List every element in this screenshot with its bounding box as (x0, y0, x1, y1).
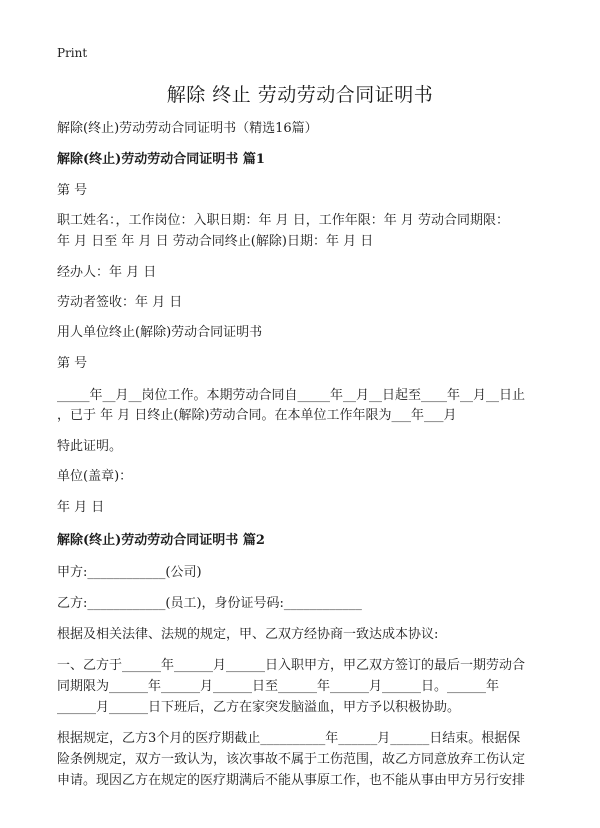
section2-clause1-line-3: ______月______日下班后，乙方在家突发脑溢血，甲方予以积极协助。 (57, 700, 461, 715)
section2-clause2-line-2: 险条例规定，双方一致认为，该次事故不属于工伤范围，故乙方同意放弃工伤认定 (57, 752, 526, 767)
section1-unit-seal-line: 单位(盖章)： (57, 469, 133, 484)
section2-clause2-line-1: 根据规定，乙方3个月的医疗期截止__________年______月______日结束。根据保 (57, 731, 521, 746)
section1-heading: 解除(终止)劳动劳动合同证明书 篇1 (57, 152, 265, 167)
section1-number-line: 第 号 (57, 183, 88, 198)
section2-party-a-line: 甲方:____________(公司) (57, 565, 202, 580)
section1-handler-line: 经办人：年 月 日 (57, 265, 157, 280)
section2-heading: 解除(终止)劳动劳动合同证明书 篇2 (57, 533, 265, 548)
section2-clause2-line-3: 申请。现因乙方在规定的医疗期满后不能从事原工作，也不能从事由甲方另行安排 (57, 773, 526, 788)
section1-worker-sign-line: 劳动者签收：年 月 日 (57, 295, 183, 310)
section1-employer-cert-line: 用人单位终止(解除)劳动合同证明书 (57, 325, 263, 340)
document-subtitle: 解除(终止)劳动劳动合同证明书（精选16篇） (57, 121, 318, 136)
section1-date-line: 年 月 日 (57, 500, 105, 515)
section1-number-line-2: 第 号 (57, 356, 88, 371)
section2-basis-line: 根据及相关法律、法规的规定，甲、乙双方经协商一致达成本协议: (57, 627, 439, 642)
section1-employee-line-2: 年 月 日至 年 月 日 劳动合同终止(解除)日期：年 月 日 (57, 234, 374, 249)
section2-clause1-line-2: 同期限为______年______月______日至______年______月______日。______年 (57, 679, 500, 694)
print-label[interactable]: Print (57, 46, 88, 60)
document-title: 解除 终止 劳动劳动合同证明书 (166, 84, 434, 106)
section1-period-line-2: ，已于 年 月 日终止(解除)劳动合同。在本单位工作年限为___年___月 (57, 408, 457, 423)
section1-employee-line-1: 职工姓名：，工作岗位：入职日期：年 月 日，工作年限：年 月 劳动合同期限： (57, 213, 510, 228)
section1-certify-line: 特此证明。 (57, 439, 123, 454)
section1-period-line-1: _____年__月__岗位工作。本期劳动合同自_____年__月__日起至____年__月__日止 (57, 388, 526, 403)
section2-party-b-line: 乙方:____________(员工)，身份证号码:____________ (57, 596, 362, 611)
section2-clause1-line-1: 一、乙方于______年______月______日入职甲方，甲乙双方签订的最后一期劳动合 (57, 658, 526, 673)
